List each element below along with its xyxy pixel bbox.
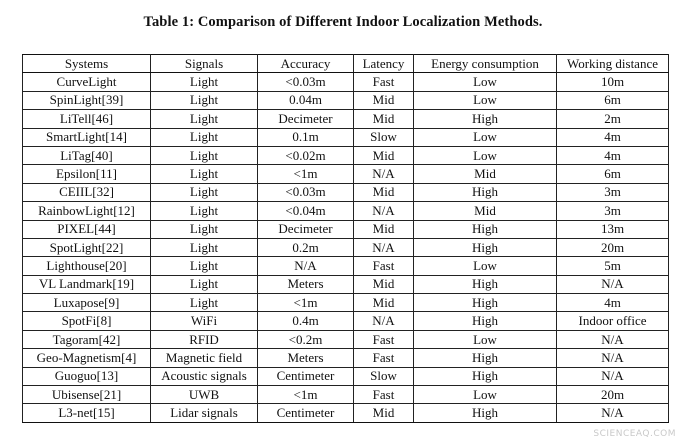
table-row xyxy=(23,183,669,201)
table-cell: Centimeter xyxy=(258,367,354,385)
table-row xyxy=(23,312,669,330)
table-cell: N/A xyxy=(354,312,414,330)
table-cell: Slow xyxy=(354,128,414,146)
table-cell: 0.2m xyxy=(258,238,354,256)
table-cell: 4m xyxy=(557,294,669,312)
table-cell: Light xyxy=(151,220,258,238)
table-cell: 10m xyxy=(557,73,669,91)
table-cell: N/A xyxy=(354,202,414,220)
table-row xyxy=(23,349,669,367)
table-cell: SpotLight[22] xyxy=(23,238,151,256)
table-cell: CurveLight xyxy=(23,73,151,91)
table-cell: Mid xyxy=(354,183,414,201)
table-cell: SpotFi[8] xyxy=(23,312,151,330)
table-row xyxy=(23,220,669,238)
table-row xyxy=(23,238,669,256)
table-cell: Low xyxy=(414,257,557,275)
table-cell: N/A xyxy=(557,330,669,348)
table-cell: 20m xyxy=(557,238,669,256)
table-row xyxy=(23,404,669,422)
table-cell: N/A xyxy=(354,165,414,183)
table-cell: Mid xyxy=(414,165,557,183)
table-cell: Lighthouse[20] xyxy=(23,257,151,275)
table-cell: Low xyxy=(414,128,557,146)
table-cell: Decimeter xyxy=(258,110,354,128)
table-cell: L3-net[15] xyxy=(23,404,151,422)
table-cell: Fast xyxy=(354,73,414,91)
table-row xyxy=(23,110,669,128)
table-cell: Low xyxy=(414,91,557,109)
table-cell: LiTag[40] xyxy=(23,146,151,164)
table-row xyxy=(23,257,669,275)
table-cell: SmartLight[14] xyxy=(23,128,151,146)
table-cell: Centimeter xyxy=(258,404,354,422)
table-cell: Geo-Magnetism[4] xyxy=(23,349,151,367)
table-header xyxy=(23,55,669,73)
column-header: Systems xyxy=(23,55,151,73)
table-row xyxy=(23,202,669,220)
table-cell: 4m xyxy=(557,128,669,146)
table-cell: LiTell[46] xyxy=(23,110,151,128)
header-row xyxy=(23,55,669,73)
table-caption: Table 1: Comparison of Different Indoor Localization Methods. xyxy=(143,14,543,30)
table-cell: Light xyxy=(151,183,258,201)
table-cell: N/A xyxy=(557,275,669,293)
table-cell: 0.04m xyxy=(258,91,354,109)
table-cell: Meters xyxy=(258,349,354,367)
table-cell: Acoustic signals xyxy=(151,367,258,385)
table-row xyxy=(23,146,669,164)
table-cell: Mid xyxy=(354,294,414,312)
table-cell: <1m xyxy=(258,294,354,312)
table-row xyxy=(23,91,669,109)
table-cell: Tagoram[42] xyxy=(23,330,151,348)
table-cell: <1m xyxy=(258,165,354,183)
table-cell: Light xyxy=(151,73,258,91)
table-row xyxy=(23,73,669,91)
table-cell: 2m xyxy=(557,110,669,128)
table-cell: CEIIL[32] xyxy=(23,183,151,201)
table-cell: Mid xyxy=(354,91,414,109)
table-cell: 0.4m xyxy=(258,312,354,330)
table-cell: Luxapose[9] xyxy=(23,294,151,312)
table-cell: Magnetic field xyxy=(151,349,258,367)
table-cell: High xyxy=(414,275,557,293)
table-cell: Indoor office xyxy=(557,312,669,330)
table-cell: <0.04m xyxy=(258,202,354,220)
table-cell: High xyxy=(414,312,557,330)
table-row xyxy=(23,165,669,183)
table-cell: 5m xyxy=(557,257,669,275)
table-cell: N/A xyxy=(354,238,414,256)
column-header: Latency xyxy=(354,55,414,73)
table-row xyxy=(23,128,669,146)
table-cell: Lidar signals xyxy=(151,404,258,422)
table-cell: N/A xyxy=(557,349,669,367)
table-cell: 4m xyxy=(557,146,669,164)
table-cell: 20m xyxy=(557,386,669,404)
table-cell: WiFi xyxy=(151,312,258,330)
table-cell: RFID xyxy=(151,330,258,348)
table-cell: PIXEL[44] xyxy=(23,220,151,238)
table-cell: 6m xyxy=(557,165,669,183)
table-cell: Light xyxy=(151,202,258,220)
table-cell: Mid xyxy=(354,110,414,128)
table-cell: Fast xyxy=(354,257,414,275)
table-cell: Guoguo[13] xyxy=(23,367,151,385)
table-cell: 3m xyxy=(557,202,669,220)
table-cell: Fast xyxy=(354,330,414,348)
table-cell: Mid xyxy=(354,146,414,164)
table-cell: High xyxy=(414,238,557,256)
table-cell: Low xyxy=(414,330,557,348)
table-cell: Low xyxy=(414,73,557,91)
column-header: Signals xyxy=(151,55,258,73)
table-cell: High xyxy=(414,404,557,422)
table-cell: Light xyxy=(151,91,258,109)
table-cell: Light xyxy=(151,165,258,183)
column-header: Working distance xyxy=(557,55,669,73)
table-cell: Epsilon[11] xyxy=(23,165,151,183)
column-header: Energy consumption xyxy=(414,55,557,73)
table-cell: UWB xyxy=(151,386,258,404)
table-cell: RainbowLight[12] xyxy=(23,202,151,220)
table-cell: N/A xyxy=(557,367,669,385)
table-cell: 13m xyxy=(557,220,669,238)
table-cell: <0.03m xyxy=(258,73,354,91)
table-cell: Light xyxy=(151,275,258,293)
table-cell: SpinLight[39] xyxy=(23,91,151,109)
comparison-table xyxy=(22,54,669,423)
table-cell: Light xyxy=(151,128,258,146)
table-cell: 3m xyxy=(557,183,669,201)
table-cell: Light xyxy=(151,238,258,256)
table-cell: High xyxy=(414,349,557,367)
table-row xyxy=(23,367,669,385)
table-cell: Fast xyxy=(354,386,414,404)
table-cell: Mid xyxy=(354,275,414,293)
table-cell: N/A xyxy=(557,404,669,422)
table-cell: N/A xyxy=(258,257,354,275)
table-cell: Meters xyxy=(258,275,354,293)
table-cell: Low xyxy=(414,386,557,404)
table-cell: Mid xyxy=(354,404,414,422)
table-cell: High xyxy=(414,110,557,128)
table-body xyxy=(23,73,669,422)
table-row xyxy=(23,386,669,404)
table-cell: 6m xyxy=(557,91,669,109)
table-cell: <0.02m xyxy=(258,146,354,164)
watermark: SCIENCEAQ.COM xyxy=(593,429,676,439)
table-cell: High xyxy=(414,367,557,385)
table-cell: Light xyxy=(151,146,258,164)
table-cell: High xyxy=(414,220,557,238)
table-row xyxy=(23,275,669,293)
table-cell: Mid xyxy=(354,220,414,238)
column-header: Accuracy xyxy=(258,55,354,73)
table-cell: Ubisense[21] xyxy=(23,386,151,404)
table-cell: Low xyxy=(414,146,557,164)
table-cell: High xyxy=(414,294,557,312)
table-cell: 0.1m xyxy=(258,128,354,146)
table-cell: VL Landmark[19] xyxy=(23,275,151,293)
table-cell: <0.03m xyxy=(258,183,354,201)
table-cell: Light xyxy=(151,257,258,275)
table-cell: Light xyxy=(151,294,258,312)
table-cell: Light xyxy=(151,110,258,128)
table-cell: Fast xyxy=(354,349,414,367)
table-row xyxy=(23,294,669,312)
table-cell: High xyxy=(414,183,557,201)
table-cell: <1m xyxy=(258,386,354,404)
table-cell: Decimeter xyxy=(258,220,354,238)
table-cell: <0.2m xyxy=(258,330,354,348)
table-row xyxy=(23,330,669,348)
table-cell: Slow xyxy=(354,367,414,385)
table-cell: Mid xyxy=(414,202,557,220)
